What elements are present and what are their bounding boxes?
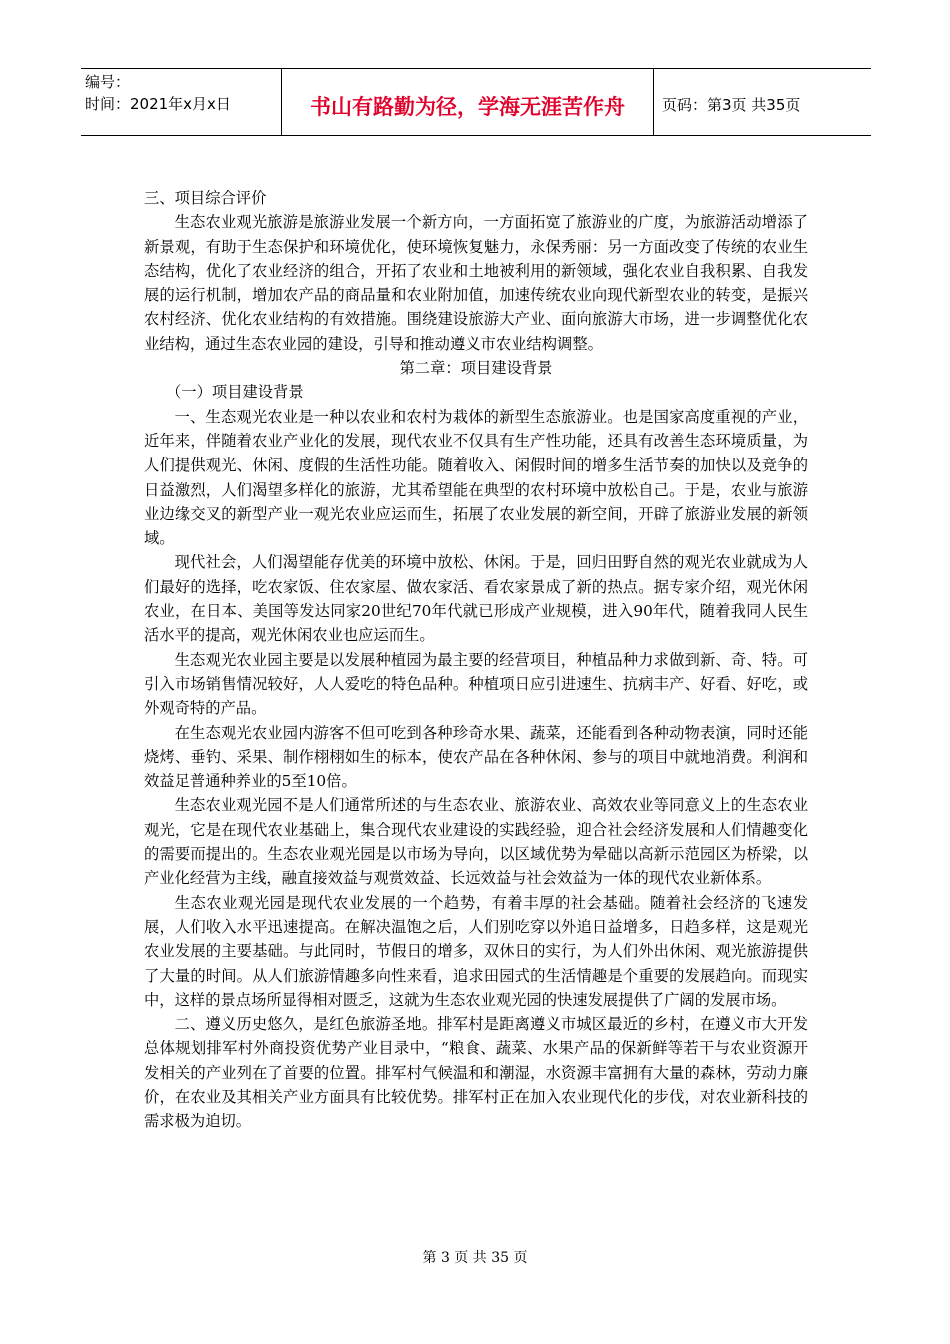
paragraph: 一、生态观光农业是一种以农业和农村为栽体的新型生态旅游业。也是国家高度重视的产业，近年来，伴随着农业产业化的发展，现代农业不仅具有生产性功能，还具有改善生态环境质量，为人们提供观光、休闲、度假的生活性功能。随着收入、闲假时间的增多生活节奏的加快以及竞争的日益激烈，人们渴望多样化的旅游，尤其希望能在典型的农村环境中放松自己。于是，农业与旅游业边缘交叉的新型产业一观光农业应运而生，拓展了农业发展的新空间，开辟了旅游业发展的新领域。 <box>144 407 808 548</box>
header-motto-cell <box>282 69 654 135</box>
paragraph: 生态观光农业园主要是以发展种植园为最主要的经营项目，种植品种力求做到新、奇、特。可引入市场销售情况较好，人人爱吃的特色品种。种植项日应引进速生、抗病丰产、好看、好吃，或外观奇特的产品。 <box>144 650 808 718</box>
time-label: 时间：2021年x月x日 <box>85 95 231 113</box>
chapter-title: 第二章：项目建设背景 <box>399 359 553 378</box>
page-info: 页码：第3页 共35页 <box>662 95 801 114</box>
paragraph: 二、遵义历史悠久，是红色旅游圣地。排军村是距离遵义市城区最近的乡村，在遵义市大开发总体规划排军村外商投资优势产业目录中，“粮食、蔬菜、水果产品的保新鲜等若干与农业资源开发相关的产业列在了首要的位置。排军村气候温和和潮湿，水资源丰富拥有大量的森林，劳动力廉价，在农业及其相关产业方面具有比较优势。排军村正在加入农业现代化的步伐，对农业新科技的需求极为迫切。 <box>144 1015 808 1131</box>
motto-text: 书山有路勤为径，学海无涯苦作舟 <box>310 95 625 119</box>
page-footer: 第 3 页 共 35 页 <box>422 1250 528 1266</box>
paragraph: 生态农业观光园是现代农业发展的一个趋势，有着丰厚的社会基础。随着社会经济的飞速发展，人们收入水平迅速提高。在解决温饱之后，人们别吃穿以外追日益增多，日趋多样，这是观光农业发展的主要基础。与此同时，节假日的增多，双休日的实行，为人们外出休闲、观光旅游提供了大量的时间。从人们旅游情趣多向性来看，追求田园式的生活情趣是个重要的发展趋向。而现实中，这样的景点场所显得相对匮乏，这就为生态农业观光园的快速发展提供了广阔的发展市场。 <box>144 893 808 1009</box>
header-table <box>81 68 871 136</box>
paragraph: 现代社会，人们渴望能存优美的环境中放松、休闲。于是，回归田野自然的观光农业就成为人们最好的选择，吃农家饭、住农家屋、做农家活、看农家景成了新的热点。据专家介绍，观光休闲农业，在日本、美国等发达同家20世纪70年代就已形成产业规模，进入90年代，随着我同人民生活水平的提高，观光休闲农业也应运而生。 <box>144 553 808 645</box>
header-page-cell <box>654 69 871 135</box>
number-label: 编号： <box>85 73 131 91</box>
section-heading: 三、项目综合评价 <box>144 189 267 207</box>
paragraph: 在生态观光农业园内游客不但可吃到各种珍奇水果、蔬菜，还能看到各种动物表演，同时还能烧烤、垂钓、采果、制作栩栩如生的标本，使农产品在各种休闲、参与的项目中就地消费。利润和效益足普通种养业的5至10倍。 <box>144 723 808 791</box>
document-body <box>144 186 808 1134</box>
paragraph: 生态农业观光园不是人们通常所述的与生态农业、旅游农业、高效农业等同意义上的生态农业观光，它是在现代农业基础上，集合现代农业建设的实践经验，迎合社会经济发展和人们情趣变化的需要而提出的。生态农业观光园是以市场为导向，以区域优势为晕础以高新示范园区为桥梁，以产业化经营为主线，融直接效益与观赏效益、长远效益与社会效益为一体的现代农业新体系。 <box>144 796 808 888</box>
paragraph: 生态农业观光旅游是旅游业发展一个新方向，一方面拓宽了旅游业的广度，为旅游活动增添了新景观，有助于生态保护和环境优化，使环境恢复魅力，永保秀丽：另一方面改变了传统的农业生态结构，优化了农业经济的组合，开拓了农业和土地被利用的新领域，强化农业自我积累、自我发展的运行机制，增加农产品的商品量和农业附加值，加速传统农业向现代新型农业的转变，是振兴农村经济、优化农业结构的有效措施。围绕建设旅游大产业、面向旅游大市场，进一步调整优化农业结构，通过生态农业园的建设，引导和推动遵义市农业结构调整。 <box>144 213 808 353</box>
sub-heading: （一）项目建设背景 <box>166 383 304 402</box>
header-meta-cell <box>81 69 282 135</box>
